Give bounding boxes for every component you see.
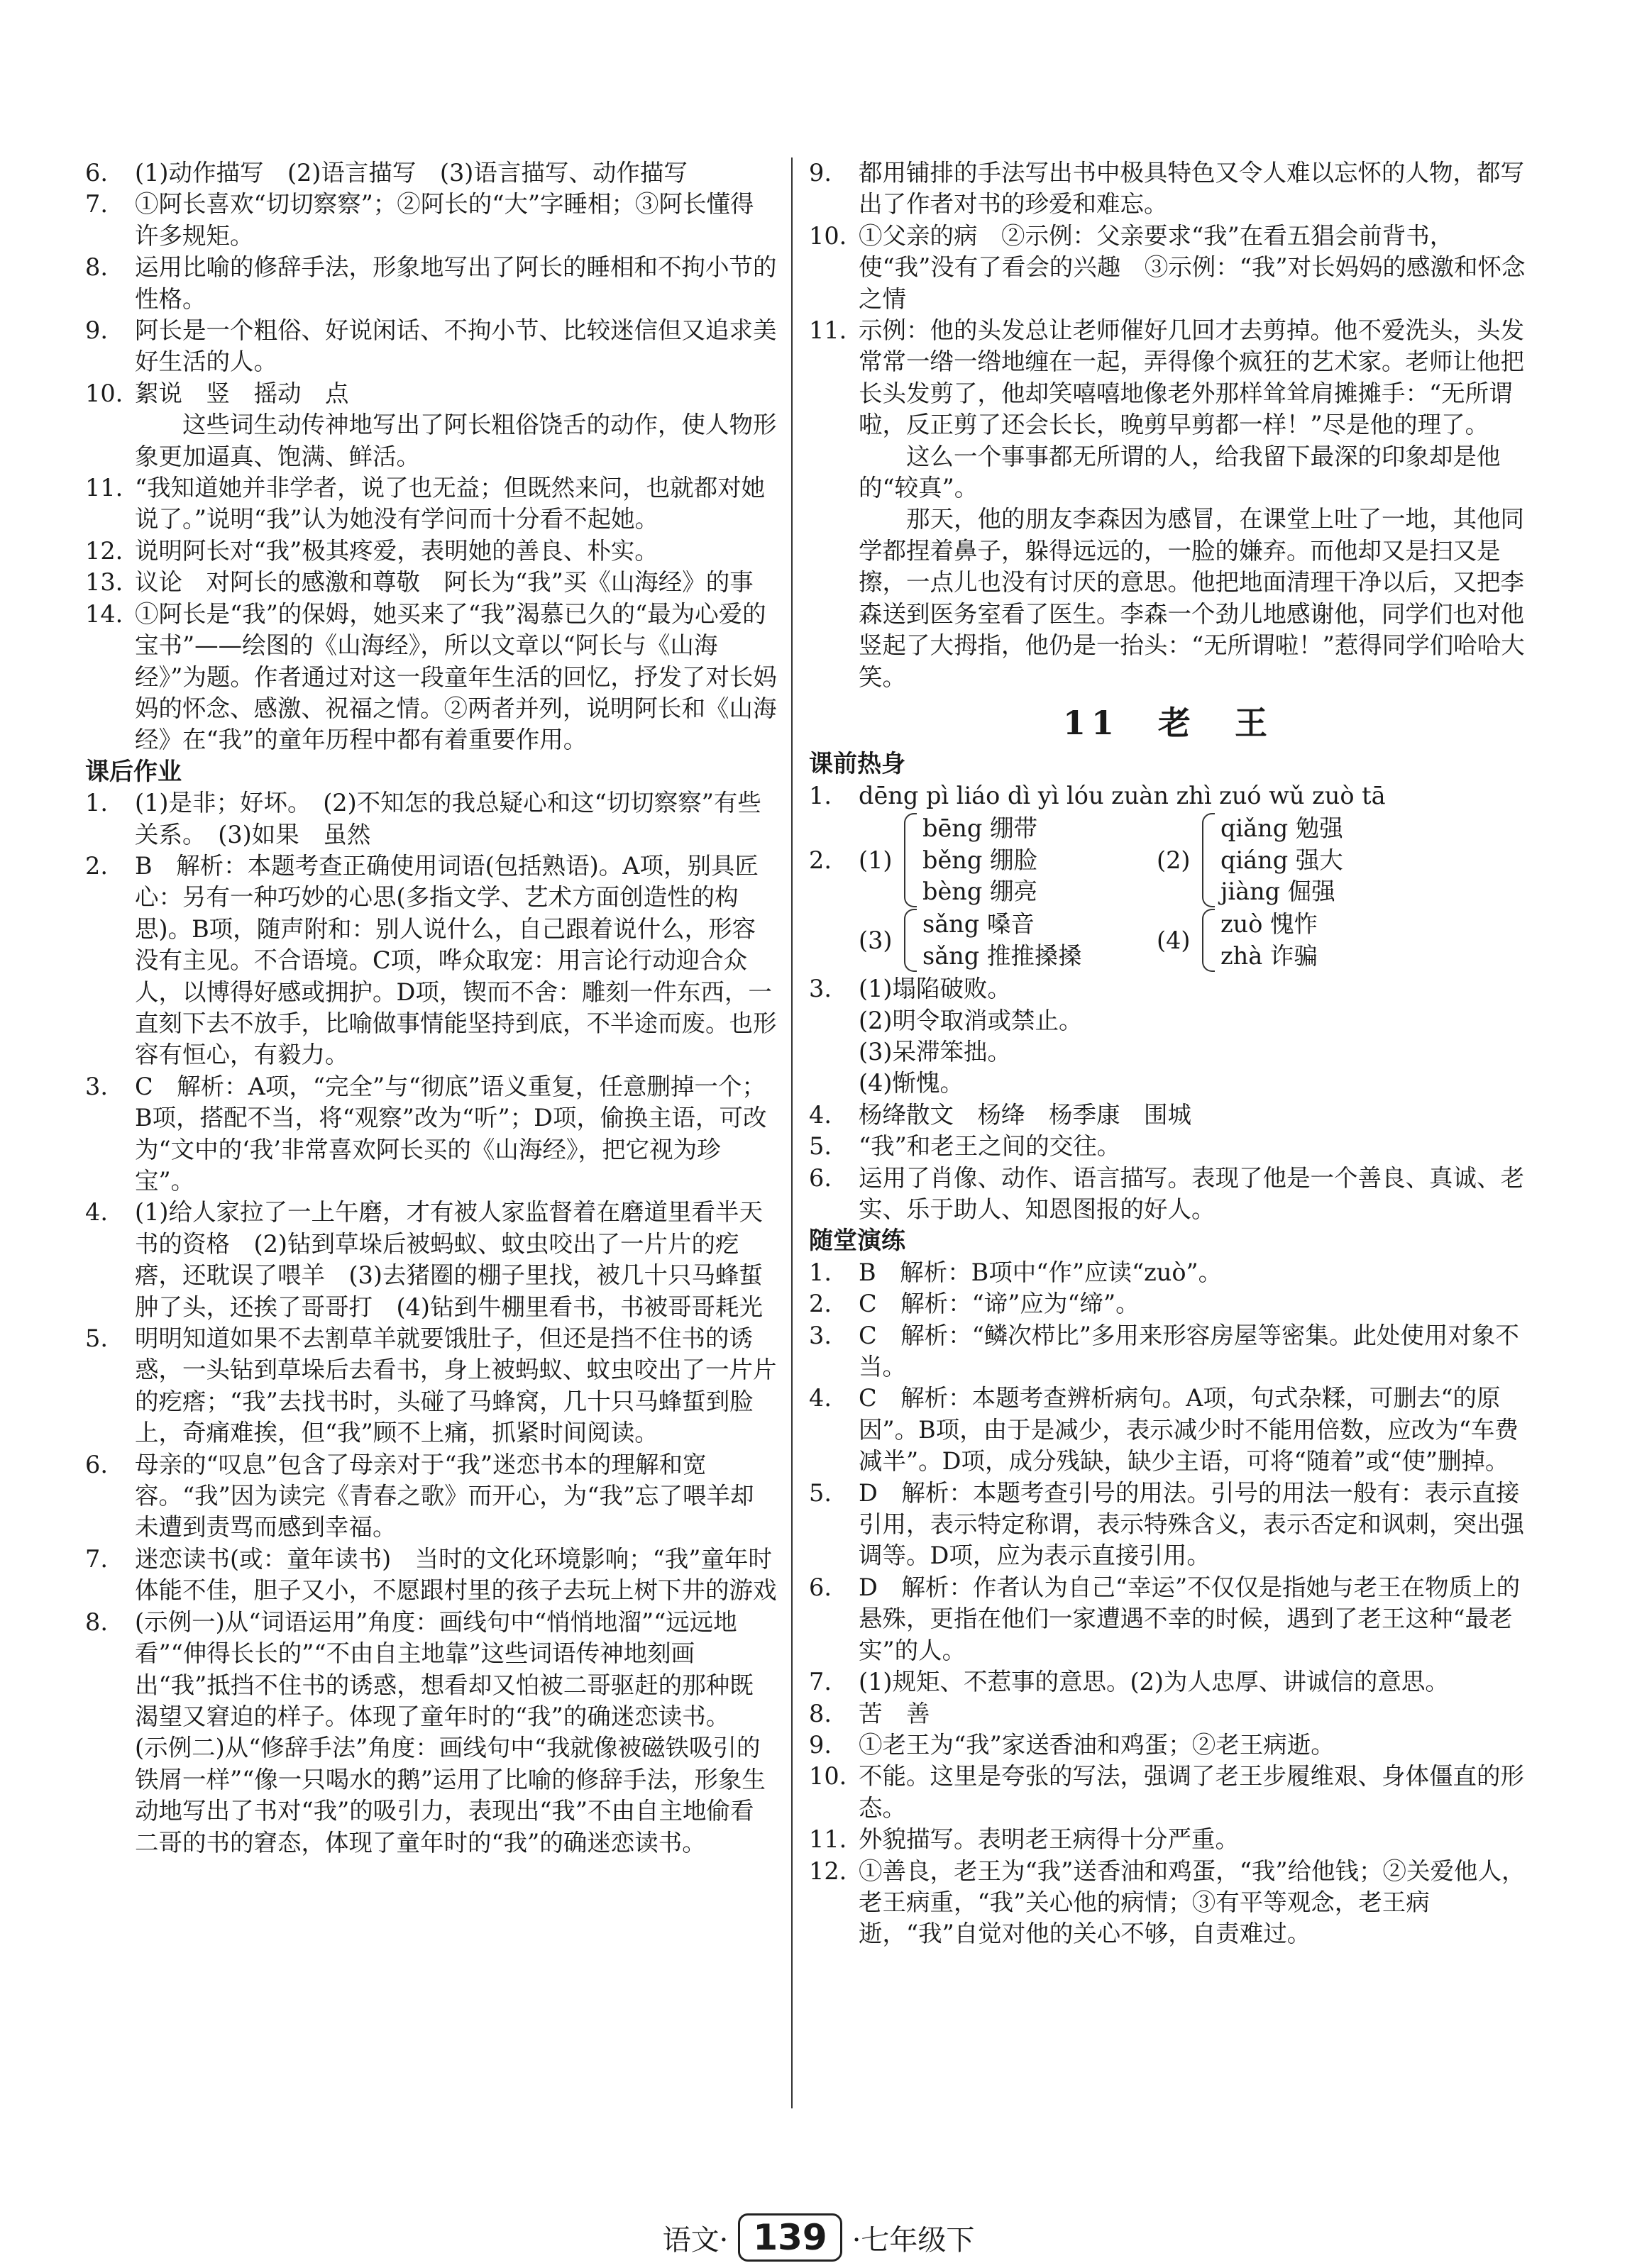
answer-text: C 解析：A项，“完全”与“彻底”语义重复，任意删掉一个；B项，搭配不当，将“观察”改为“听”；D项，偷换主语，可改为“文中的‘我’非常喜欢阿长买的《山海经》，把它视为珍宝”。 <box>135 1072 767 1195</box>
item-number: 2. <box>809 1290 832 1318</box>
answer-item <box>809 221 1527 315</box>
item-number: 7. <box>809 1668 832 1696</box>
answer-item <box>809 1288 1527 1320</box>
answer-text: 议论 对阿长的感激和尊敬 阿长为“我”买《山海经》的事 <box>135 568 754 597</box>
answer-text: 迷恋读书(或：童年读书) 当时的文化环境影响；“我”童年时体能不佳，胆子又小，不愿跟村里的孩子去玩上树下井的游戏 <box>135 1544 777 1605</box>
pinyin-group-row <box>809 813 1527 907</box>
answer-paragraph: 这些词生动传神地写出了阿长粗俗饶舌的动作，使人物形象更加逼真、饱满、鲜活。 <box>135 411 777 470</box>
group-label: (3) <box>859 926 893 954</box>
group-lines <box>922 909 1082 972</box>
answer-item <box>809 315 1527 441</box>
item-number: 2. <box>85 851 108 880</box>
item-number: 9. <box>809 1730 832 1759</box>
answer-text: 外貌描写。表明老王病得十分严重。 <box>859 1825 1239 1854</box>
group-label: (1) <box>859 846 893 874</box>
pinyin-entry: jiàng 倔强 <box>1220 877 1335 905</box>
answer-item <box>85 567 777 598</box>
answer-paragraph: 那天，他的朋友李森因为感冒，在课堂上吐了一地，其他同学都捏着鼻子，躲得远远的，一脸的嫌弃。而他却又是扫又是擦，一点儿也没有讨厌的意思。他把地面清理干净以后，又把李森送到医务室看了医生。李森一个劲儿地感谢他，同学们也对他竖起了大拇指，他仍是一抬头：“无所谓啦！”惹得同学们哈哈大笑。 <box>859 505 1525 691</box>
answer-item <box>809 1257 1527 1288</box>
answer-item <box>809 1163 1527 1226</box>
item-number: 11. <box>809 1825 847 1854</box>
answer-text: ①阿长喜欢“切切察察”；②阿长的“大”字睡相；③阿长懂得许多规矩。 <box>135 190 754 250</box>
answer-text: 明明知道如果不去割草羊就要饿肚子，但还是挡不住书的诱惑，一头钻到草垛后去看书，身上被蚂蚁、蚊虫咬出了一片片的疙瘩；“我”去找书时，头碰了马蜂窝，几十只马蜂蜇到脸上，奇痛难挨，但“我”顾不上痛，抓紧时间阅读。 <box>135 1324 777 1447</box>
answer-item <box>809 1100 1527 1131</box>
item-number: 1. <box>85 789 108 817</box>
answer-text: 母亲的“叹息”包含了母亲对于“我”迷恋书本的理解和宽容。“我”因为读完《青春之歌》而开心，为“我”忘了喂羊却未遭到责骂而感到幸福。 <box>135 1450 754 1542</box>
item-number: 6. <box>809 1163 832 1192</box>
answer-text: C 解析：本题考查辨析病句。A项，句式杂糅，可删去“的原因”。B项，由于是减少，表示减少时不能用倍数，应改为“车费减半”。D项，成分残缺，缺少主语，可将“随着”或“使”删掉。 <box>859 1384 1519 1476</box>
answer-item <box>809 780 1527 812</box>
pinyin-entry: běng 绷脸 <box>922 846 1037 874</box>
pinyin-entry: sǎng 推推搡搡 <box>922 941 1082 970</box>
pinyin-answers: dēng pì liáo dì yì lóu zuàn zhì zuó wǔ zuò tā <box>859 781 1386 809</box>
item-number: 9. <box>85 316 108 345</box>
brace-shape <box>904 813 917 907</box>
item-number: 1. <box>809 781 832 809</box>
answer-continuation: (2)明令取消或禁止。 <box>859 1006 1083 1034</box>
item-number: 8. <box>809 1699 832 1727</box>
answer-item <box>85 851 777 1071</box>
answer-item <box>809 1131 1527 1162</box>
in-class-answers <box>809 1257 1527 1950</box>
item-number: 11. <box>809 316 847 345</box>
answer-item <box>809 1572 1527 1666</box>
group-label: (4) <box>1157 926 1191 954</box>
item-number: 6. <box>85 1450 108 1478</box>
group-lines <box>1220 909 1318 972</box>
answer-item <box>85 252 777 315</box>
item-number: 10. <box>809 1762 847 1791</box>
answer-item <box>85 472 777 536</box>
group-lines <box>922 813 1037 907</box>
answer-item <box>85 157 777 189</box>
answer-item <box>85 189 777 252</box>
pinyin-entry: sǎng 嗓音 <box>922 910 1035 939</box>
left-column <box>85 157 777 1859</box>
answer-text: ①老王为“我”家送香油和鸡蛋；②老王病逝。 <box>859 1730 1335 1759</box>
brace-shape <box>1202 909 1215 972</box>
answer-text: 杨绛散文 杨绛 杨季康 围城 <box>859 1100 1191 1129</box>
item-number: 10. <box>85 379 123 407</box>
item-number: 5. <box>809 1478 832 1507</box>
answer-text: 说明阿长对“我”极其疼爱，表明她的善良、朴实。 <box>135 536 658 565</box>
item-number: 7. <box>85 1544 108 1573</box>
group-label: (2) <box>1157 846 1191 874</box>
answer-text: 不能。这里是夸张的写法，强调了老王步履维艰、身体僵直的形态。 <box>859 1762 1524 1822</box>
answer-text: 苦 善 <box>859 1699 930 1727</box>
answer-item <box>85 315 777 378</box>
item-number: 10. <box>809 221 847 250</box>
answer-text: 示例：他的头发总让老师催好几回才去剪掉。他不爱洗头，头发常常一绺一绺地缠在一起，弄得像个疯狂的艺术家。老师让他把长头发剪了，他却笑嘻嘻地像老外那样耸耸肩摊摊手：“无所谓啦，反正剪了还会长长，晚剪早剪都一样！”尽是他的理了。 <box>859 316 1524 439</box>
answer-continuation: (4)惭愧。 <box>859 1069 964 1097</box>
item-number: 9. <box>809 159 832 187</box>
answer-text: 运用了肖像、动作、语言描写。表现了他是一个善良、真诚、老实、乐于助人、知恩图报的好人。 <box>859 1163 1524 1223</box>
answer-item <box>85 1544 777 1607</box>
answer-item <box>85 1607 777 1733</box>
answer-item <box>809 1320 1527 1383</box>
item-number: 4. <box>809 1384 832 1412</box>
answer-continuation: (示例二)从“修辞手法”角度：画线句中“我就像被磁铁吸引的铁屑一样”“像一只喝水的鹅”运用了比喻的修辞手法，形象生动地写出了书对“我”的吸引力，表现出“我”不由自主地偷看二哥的书的窘态，体现了童年时的“我”的确迷恋读书。 <box>135 1734 766 1857</box>
answer-item <box>85 1071 777 1197</box>
answer-item <box>85 1323 777 1449</box>
answer-item <box>809 1761 1527 1824</box>
answer-text: (1)是非；好坏。 (2)不知怎的我总疑心和这“切切察察”有些关系。 (3)如果 虽然 <box>135 789 761 848</box>
answer-text: C 解析：“鳞次栉比”多用来形容房屋等密集。此处使用对象不当。 <box>859 1321 1519 1381</box>
pinyin-entry: qiáng 强大 <box>1220 846 1343 874</box>
answer-item <box>809 1478 1527 1572</box>
item-number: 3. <box>809 975 832 1003</box>
answer-item <box>85 599 777 756</box>
pre-class-answers <box>809 973 1527 1225</box>
item-number: 3. <box>809 1321 832 1349</box>
item-number: 12. <box>85 536 123 565</box>
answer-continuation: (3)呆滞笨拙。 <box>859 1037 1011 1066</box>
item-number: 4. <box>85 1198 108 1227</box>
page-footer <box>0 2213 1637 2262</box>
footer-subject: 语文· <box>662 2223 729 2257</box>
item-number: 6. <box>85 159 108 187</box>
answer-item <box>809 1730 1527 1761</box>
page-number: 139 <box>738 2213 842 2262</box>
answer-text: ①阿长是“我”的保姆，她买来了“我”渴慕已久的“最为心爱的宝书”——绘图的《山海经》，所以文章以“阿长与《山海经》”为题。作者通过对这一段童年生活的回忆，抒发了对长妈妈的怀念、感激、祝福之情。②两者并列，说明阿长和《山海经》在“我”的童年历程中都有着重要作用。 <box>135 599 777 754</box>
answer-item <box>809 1666 1527 1698</box>
pinyin-group <box>859 813 1157 907</box>
pinyin-group <box>1157 813 1455 907</box>
answer-item <box>809 1824 1527 1855</box>
answer-paragraph: 这么一个事事都无所谓的人，给我留下最深的印象却是他的“较真”。 <box>859 442 1501 502</box>
pinyin-group <box>1157 909 1455 972</box>
answer-text: B 解析：B项中“作”应读“zuò”。 <box>859 1258 1223 1286</box>
right-column <box>809 157 1527 1950</box>
item-number: 3. <box>85 1072 108 1100</box>
footer-grade: ·七年级下 <box>851 2223 975 2257</box>
answer-text: C 解析：“谛”应为“缔”。 <box>859 1290 1140 1318</box>
answer-item <box>809 973 1527 1005</box>
item-number: 5. <box>809 1132 832 1161</box>
answer-item <box>809 157 1527 221</box>
column-divider <box>791 157 793 2108</box>
item-number: 13. <box>85 568 123 597</box>
answer-item <box>85 1449 777 1544</box>
group-lines <box>1220 813 1343 907</box>
answer-text: “我知道她并非学者，说了也无益；但既然来问，也就都对她说了。”说明“我”认为她没有学问而十分看不起她。 <box>135 474 766 533</box>
pinyin-entry: bèng 绷亮 <box>922 877 1037 905</box>
answer-item <box>85 1197 777 1323</box>
answer-text: (1)给人家拉了一上午磨，才有被人家监督着在磨道里看半天书的资格 (2)钻到草垛后被蚂蚁、蚊虫咬出了一片片的疙瘩，还耽误了喂羊 (3)去猪圈的棚子里找，被几十只马蜂蜇肿了头，还挨了哥哥打 (4)钻到牛棚里看书，书被哥哥耗光 <box>135 1198 763 1321</box>
item-number: 7. <box>85 190 108 218</box>
answer-text: (1)塌陷破败。 <box>859 975 1011 1003</box>
item-number: 2. <box>809 846 832 874</box>
answer-text: (示例一)从“词语运用”角度：画线句中“悄悄地溜”“远远地看”“伸得长长的”“不由自主地靠”这些词语传神地刻画出“我”抵挡不住书的诱惑，想看却又怕被二哥驱赶的那种既渴望又窘迫的样子。体现了童年时的“我”的确迷恋读书。 <box>135 1608 754 1730</box>
item-number: 12. <box>809 1857 847 1885</box>
item-number: 14. <box>85 599 123 628</box>
answer-text: 运用比喻的修辞手法，形象地写出了阿长的睡相和不拘小节的性格。 <box>135 253 777 313</box>
answer-item <box>85 787 777 851</box>
pinyin-entry: bēng 绷带 <box>922 814 1037 843</box>
answer-text: D 解析：作者认为自己“幸运”不仅仅是指她与老王在物质上的悬殊，更指在他们一家遭遇不幸的时候，遇到了老王这种“最老实”的人。 <box>859 1573 1521 1664</box>
answer-text: 絮说 竖 摇动 点 <box>135 379 349 407</box>
answer-item <box>809 1383 1527 1477</box>
answer-text: B 解析：本题考查正确使用词语(包括熟语)。A项，别具匠心：另有一种巧妙的心思(多指文学、艺术方面创造性的构思)。B项，随声附和：别人说什么，自己跟着说什么，形容没有主见。不合语境。C项，哗众取宠：用言论行动迎合众人，以博得好感或拥护。D项，锲而不舍：雕刻一件东西，一直刻下去不放手，比喻做事情能坚持到底，不半途而废。也形容有恒心，有毅力。 <box>135 851 777 1069</box>
brace-shape <box>904 909 917 972</box>
pinyin-group-row <box>809 909 1527 972</box>
item-number: 8. <box>85 253 108 282</box>
section-heading: 课后作业 <box>85 757 182 786</box>
brace-shape <box>1202 813 1215 907</box>
pinyin-entry: zhà 诈骗 <box>1220 941 1318 970</box>
answer-text: (1)动作描写 (2)语言描写 (3)语言描写、动作描写 <box>135 159 688 187</box>
section-heading-pre-class: 课前热身 <box>809 750 905 779</box>
answer-text: “我”和老王之间的交往。 <box>859 1132 1121 1161</box>
answer-text: 阿长是一个粗俗、好说闲话、不拘小节、比较迷信但又追求美好生活的人。 <box>135 316 777 376</box>
pinyin-group <box>859 909 1157 972</box>
item-number: 6. <box>809 1573 832 1601</box>
pinyin-entry: qiǎng 勉强 <box>1220 814 1343 843</box>
lesson-title: 11 老 王 <box>1062 703 1273 742</box>
continued-answers <box>809 157 1527 693</box>
item-number: 5. <box>85 1324 108 1353</box>
answer-item <box>809 1698 1527 1730</box>
section-heading-in-class: 随堂演练 <box>809 1227 905 1256</box>
answer-text: ①善良，老王为“我”送香油和鸡蛋，“我”给他钱；②关爱他人，老王病重，“我”关心他的病情；③有平等观念，老王病逝，“我”自觉对他的关心不够，自责难过。 <box>859 1857 1526 1948</box>
item-number: 4. <box>809 1100 832 1129</box>
pinyin-entry: zuò 愧怍 <box>1220 910 1318 939</box>
answer-text: D 解析：本题考查引号的用法。引号的用法一般有：表示直接引用，表示特定称谓，表示特殊含义，表示否定和讽刺，突出强调等。D项，应为表示直接引用。 <box>859 1478 1524 1570</box>
item-number: 11. <box>85 474 123 502</box>
answer-item <box>85 378 777 409</box>
item-number: 1. <box>809 1258 832 1286</box>
item-number: 8. <box>85 1608 108 1636</box>
answer-text: (1)规矩、不惹事的意思。(2)为人忠厚、讲诚信的意思。 <box>859 1668 1449 1696</box>
answer-text: 都用铺排的手法写出书中极具特色又令人难以忘怀的人物，都写出了作者对书的珍爱和难忘。 <box>859 159 1524 218</box>
answer-item <box>85 536 777 567</box>
answer-text: ①父亲的病 ②示例：父亲要求“我”在看五猖会前背书，使“我”没有了看会的兴趣 ③示例：“我”对长妈妈的感激和怀念之情 <box>859 221 1526 313</box>
answer-item <box>809 1856 1527 1950</box>
